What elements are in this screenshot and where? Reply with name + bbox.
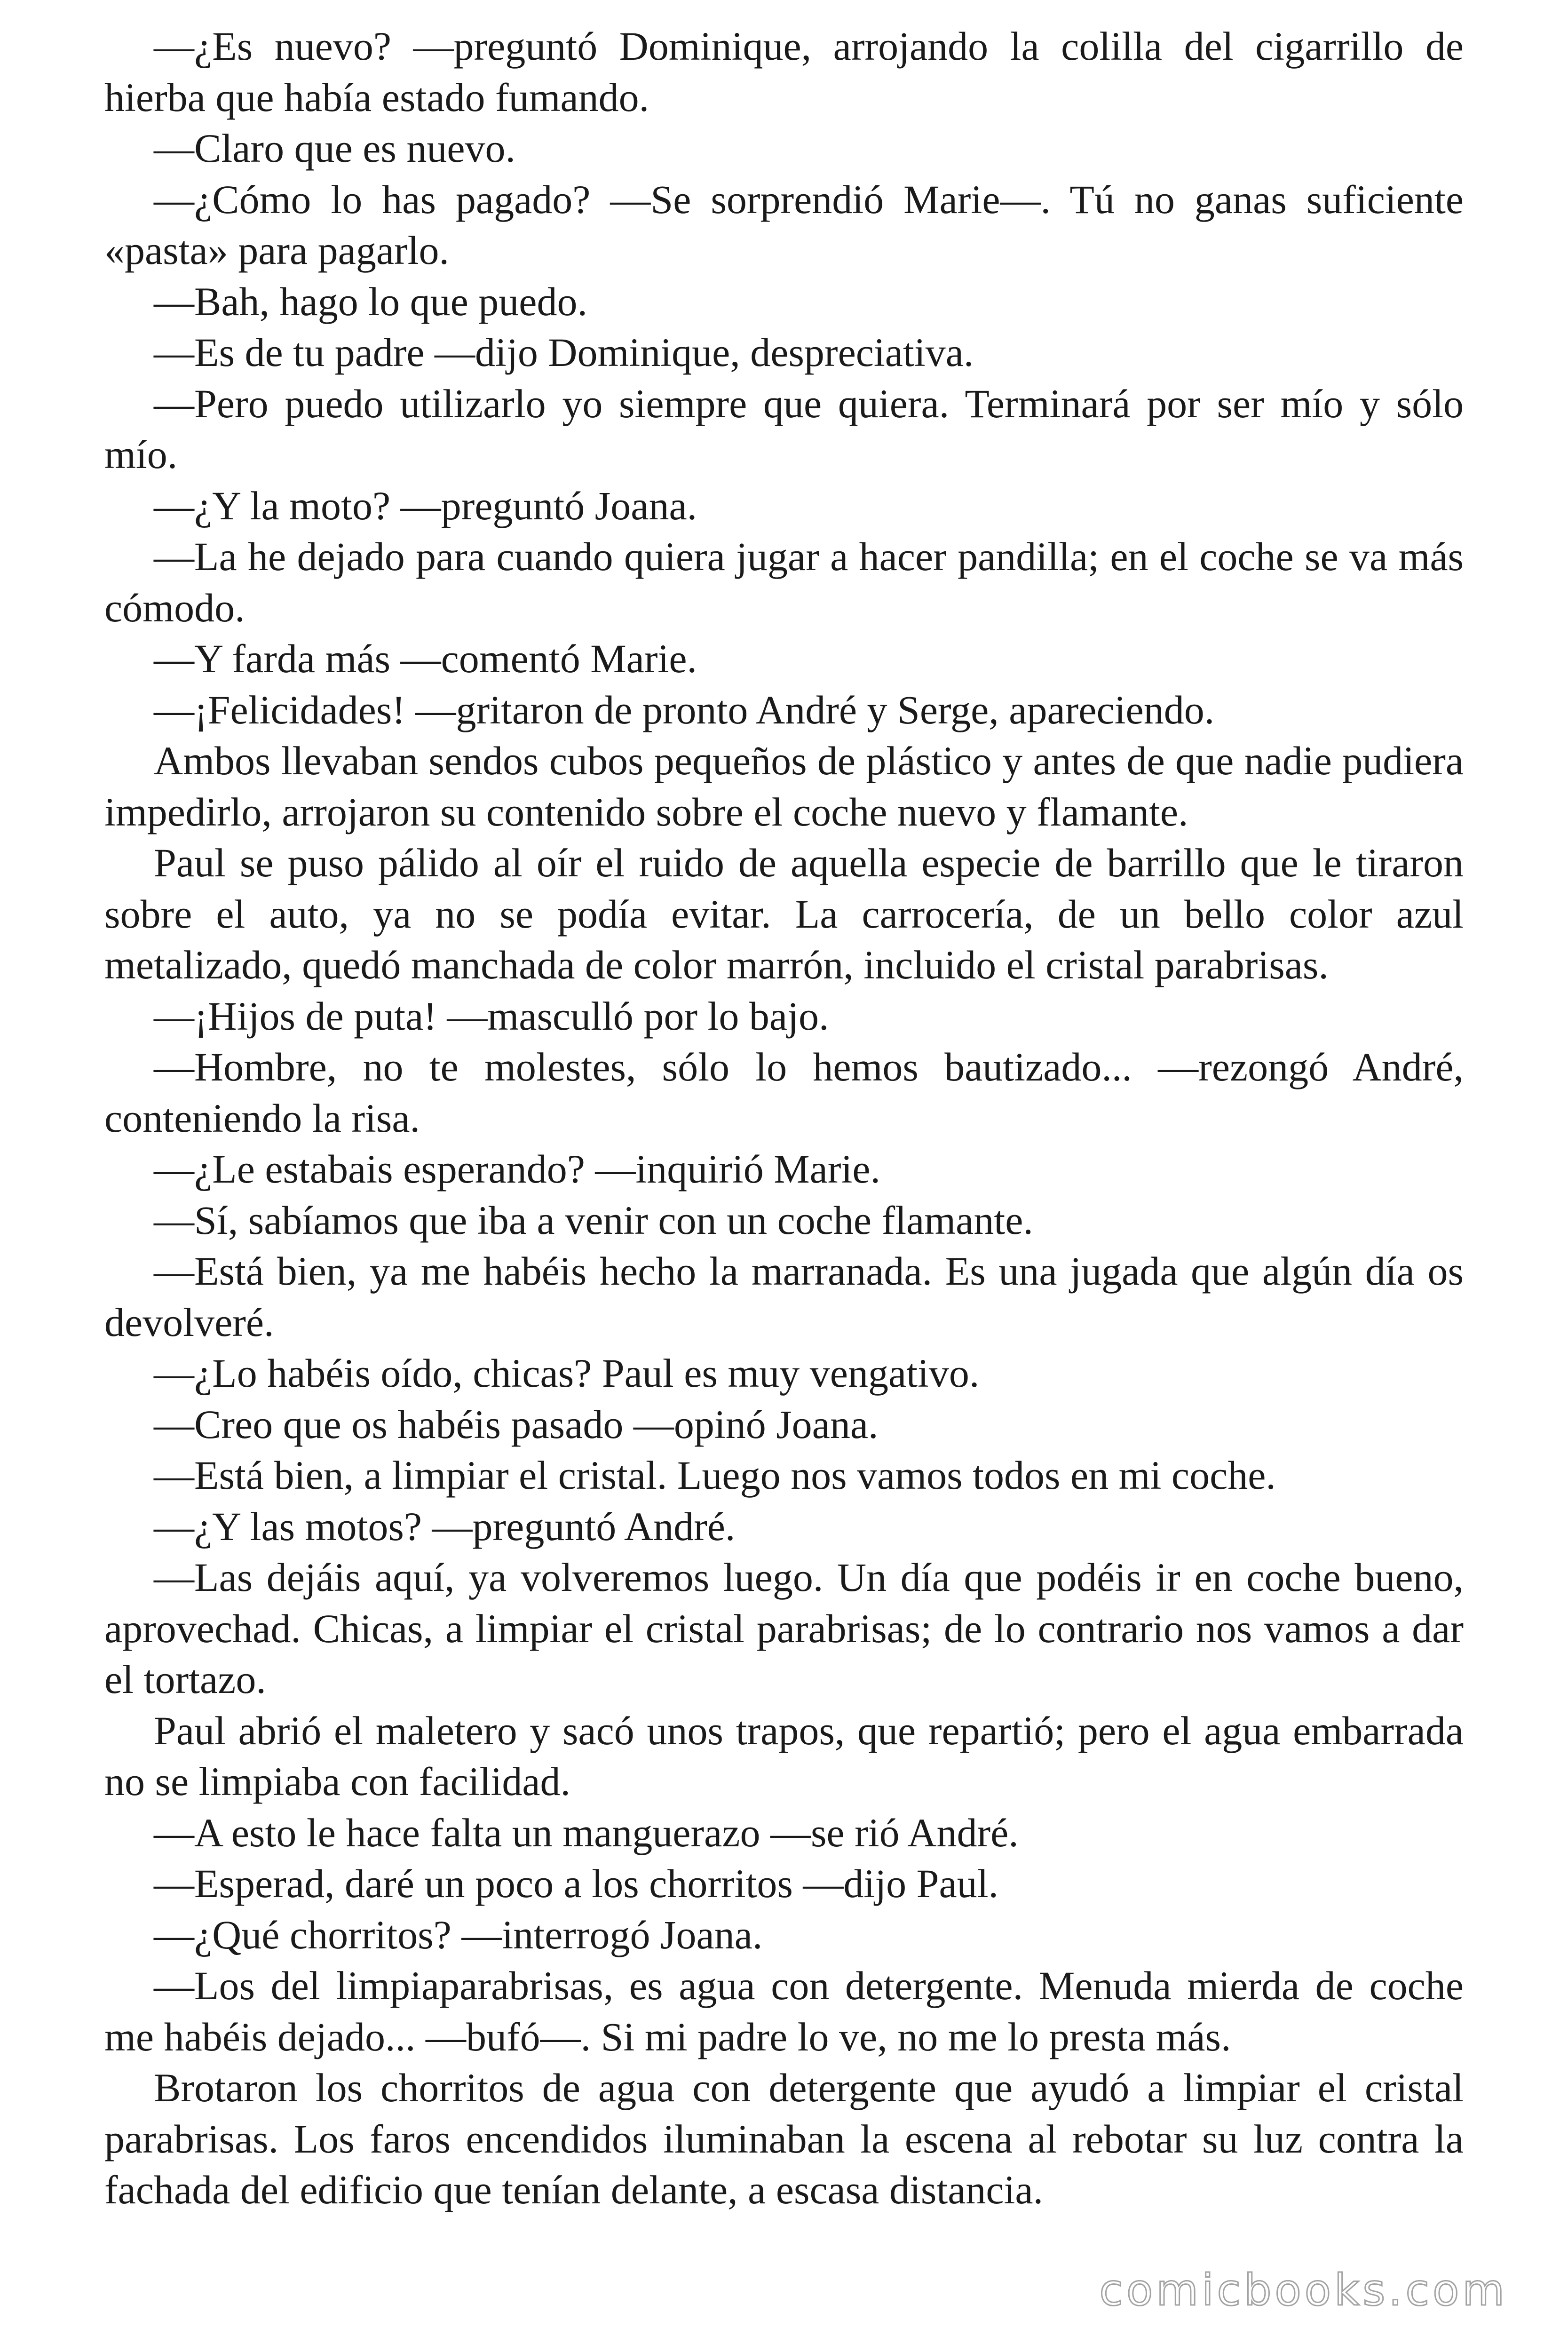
paragraph: —¡Hijos de puta! —masculló por lo bajo. — [154, 993, 829, 1039]
paragraph: —Esperad, daré un poco a los chorritos —dijo Paul. — [154, 1861, 999, 1906]
paragraph: —Las dejáis aquí, ya volveremos luego. Un día que podéis ir en coche bueno, aprovechad. Chicas, a limpiar el cristal parabrisas; de lo contrario nos vamos a dar el tortazo. — [104, 1555, 1464, 1702]
paragraph: Paul abrió el maletero y sacó unos trapos, que repartió; pero el agua embarrada no se limpiaba con facilidad. — [104, 1708, 1464, 1804]
body-text — [104, 21, 1464, 2216]
paragraph: —Está bien, ya me habéis hecho la marranada. Es una jugada que algún día os devolveré. — [104, 1248, 1464, 1345]
paragraph: —¿Lo habéis oído, chicas? Paul es muy vengativo. — [154, 1351, 980, 1396]
paragraph: —Creo que os habéis pasado —opinó Joana. — [154, 1401, 879, 1447]
paragraph: —Hombre, no te molestes, sólo lo hemos bautizado... —rezongó André, conteniendo la risa. — [104, 1044, 1464, 1141]
paragraph: —¿Cómo lo has pagado? —Se sorprendió Marie—. Tú no ganas suficiente «pasta» para pagarlo. — [104, 176, 1464, 273]
paragraph: —¿Es nuevo? —preguntó Dominique, arrojando la colilla del cigarrillo de hierba que había estado fumando. — [104, 24, 1464, 120]
paragraph: —Es de tu padre —dijo Dominique, despreciativa. — [154, 330, 974, 375]
watermark: comicbooks.com — [1099, 2265, 1508, 2315]
paragraph: —Bah, hago lo que puedo. — [154, 278, 587, 324]
paragraph: —Los del limpiaparabrisas, es agua con detergente. Menuda mierda de coche me habéis dejado... —bufó—. Si mi padre lo ve, no me lo presta más. — [104, 1963, 1464, 2059]
paragraph: —Claro que es nuevo. — [154, 126, 516, 171]
paragraph: —Sí, sabíamos que iba a venir con un coche flamante. — [154, 1197, 1033, 1243]
paragraph: —¡Felicidades! —gritaron de pronto André y Serge, apareciendo. — [154, 687, 1215, 732]
paragraph: —¿Y la moto? —preguntó Joana. — [154, 483, 697, 528]
paragraph: —Y farda más —comentó Marie. — [154, 636, 697, 681]
paragraph: —Pero puedo utilizarlo yo siempre que quiera. Terminará por ser mío y sólo mío. — [104, 381, 1464, 477]
paragraph: —¿Qué chorritos? —interrogó Joana. — [154, 1912, 763, 1957]
paragraph: —La he dejado para cuando quiera jugar a hacer pandilla; en el coche se va más cómodo. — [104, 534, 1464, 630]
paragraph: Brotaron los chorritos de agua con detergente que ayudó a limpiar el cristal parabrisas. Los faros encendidos iluminaban la escena al rebotar su luz contra la fachada del edificio que tenían delante, a escasa distancia. — [104, 2065, 1464, 2212]
paragraph: —Está bien, a limpiar el cristal. Luego nos vamos todos en mi coche. — [154, 1453, 1276, 1498]
paragraph: Paul se puso pálido al oír el ruido de aquella especie de barrillo que le tiraron sobre el auto, ya no se podía evitar. La carrocería, de un bello color azul metalizado, quedó manchada de color marrón, incluido el cristal parabrisas. — [104, 840, 1464, 987]
paragraph: Ambos llevaban sendos cubos pequeños de plástico y antes de que nadie pudiera impedirlo, arrojaron su contenido sobre el coche nuevo y flamante. — [104, 738, 1464, 834]
paragraph: —A esto le hace falta un manguerazo —se rió André. — [154, 1810, 1019, 1855]
paragraph: —¿Le estabais esperando? —inquirió Marie. — [154, 1146, 881, 1192]
paragraph: —¿Y las motos? —preguntó André. — [154, 1503, 736, 1549]
